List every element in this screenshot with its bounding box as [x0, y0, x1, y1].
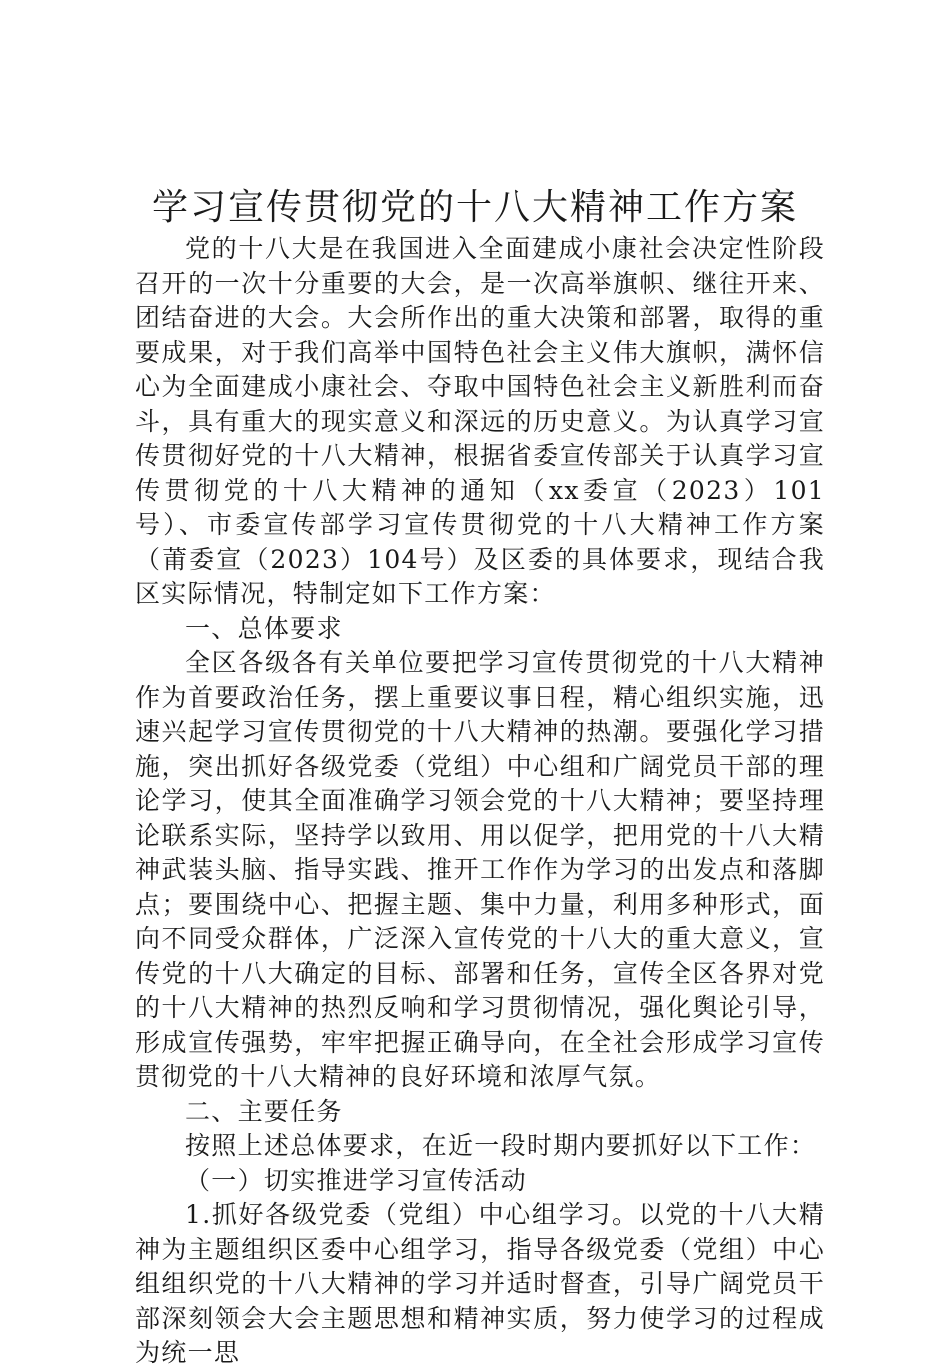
main-tasks-intro-paragraph: 按照上述总体要求，在近一段时期内要抓好以下工作： — [185, 1131, 817, 1160]
document-body — [135, 232, 825, 1371]
task-1-paragraph: 1.抓好各级党委（党组）中心组学习。以党的十八大精神为主题组织区委中心组学习，指导各级党委（党组）中心组组织党的十八大精神的学习并适时督查，引导广阔党员干部深刻领会大会主题思想和精神实质，努力使学习的过程成为统一思 — [135, 1200, 825, 1367]
document-title: 学习宣传贯彻党的十八大精神工作方案 — [151, 187, 798, 228]
section-heading-general-requirements: 一、总体要求 — [185, 613, 343, 643]
intro-paragraph: 党的十八大是在我国进入全面建成小康社会决定性阶段召开的一次十分重要的大会，是一次高举旗帜、继往开来、团结奋进的大会。大会所作出的重大决策和部署，取得的重要成果，对于我们高举中国特色社会主义伟大旗帜，满怀信心为全面建成小康社会、夺取中国特色社会主义新胜利而奋斗，具有重大的现实意义和深远的历史意义。为认真学习宣传贯彻好党的十八大精神，根据省委宣传部关于认真学习宣传贯彻党的十八大精神的通知（xx委宣（2023）101号）、市委宣传部学习宣传贯彻党的十八大精神工作方案（莆委宣（2023）104号）及区委的具体要求，现结合我区实际情况，特制定如下工作方案： — [135, 234, 825, 608]
subsection-heading-study-activities: （一）切实推进学习宣传活动 — [185, 1165, 527, 1195]
general-requirements-paragraph: 全区各级各有关单位要把学习宣传贯彻党的十八大精神作为首要政治任务，摆上重要议事日程，精心组织实施，迅速兴起学习宣传贯彻党的十八大精神的热潮。要强化学习措施，突出抓好各级党委（党组）中心组和广阔党员干部的理论学习，使其全面准确学习领会党的十八大精神；要坚持理论联系实际，坚持学以致用、用以促学，把用党的十八大精神武装头脑、指导实践、推开工作作为学习的出发点和落脚点；要围绕中心、把握主题、集中力量，利用多种形式，面向不同受众群体，广泛深入宣传党的十八大的重大意义，宣传党的十八大确定的目标、部署和任务，宣传全区各界对党的十八大精神的热烈反响和学习贯彻情况，强化舆论引导，形成宣传强势，牢牢把握正确导向，在全社会形成学习宣传贯彻党的十八大精神的良好环境和浓厚气氛。 — [135, 648, 825, 1091]
section-heading-main-tasks: 二、主要任务 — [185, 1096, 343, 1126]
